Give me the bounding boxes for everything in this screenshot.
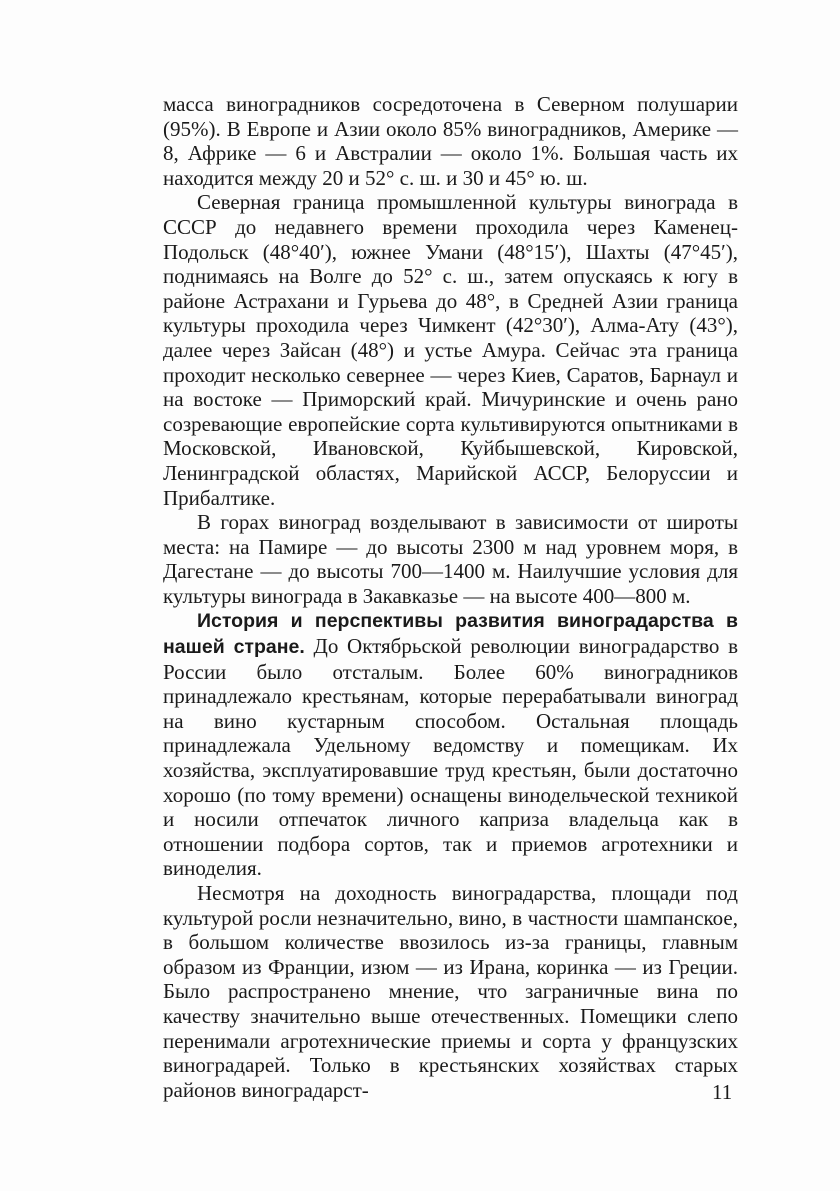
body-text <box>163 92 738 1102</box>
paragraph-4 <box>163 608 738 881</box>
paragraph-5: Несмотря на доходность виноградарства, площади под культурой росли незначительно, вино, в частности шампанское, в большом количестве ввозилось из-за границы, главным образом из Франции, изюм — из Ирана, коринка — из Греции. Было распространено мнение, что заграничные вина по качеству значительно выше отечественных. Помещики слепо перенимали агротехнические приемы и сорта у французских виноградарей. Только в крестьянских хозяйствах старых районов виноградарст- <box>163 881 738 1102</box>
paragraph-1: масса виноградников сосредоточена в Северном полушарии (95%). В Европе и Азии около 85% виноградников, Америке — 8, Африке — 6 и Австралии — около 1%. Большая часть их находится между 20 и 52° с. ш. и 30 и 45° ю. ш. <box>163 92 738 190</box>
paragraph-2: Северная граница промышленной культуры винограда в СССР до недавнего времени проходила через Каменец-Подольск (48°40′), южнее Умани (48°15′), Шахты (47°45′), поднимаясь на Волге до 52° с. ш., затем опускаясь к югу в районе Астрахани и Гурьева до 48°, в Средней Азии граница культуры проходила через Чимкент (42°30′), Алма-Ату (43°), далее через Зайсан (48°) и устье Амура. Сейчас эта граница проходит несколько севернее — через Киев, Саратов, Барнаул и на востоке — Приморский край. Мичуринские и очень рано созревающие европейские сорта культивируются опытниками в Московской, Ивановской, Куйбышевской, Кировской, Ленинградской областях, Марийской АССР, Белоруссии и Прибалтике. <box>163 190 738 510</box>
page-number: 11 <box>712 1080 733 1104</box>
paragraph-3: В горах виноград возделывают в зависимости от широты места: на Памире — до высоты 2300 м над уровнем моря, в Дагестане — до высоты 700—1400 м. Наилучшие условия для культуры винограда в Закавказье — на высоте 400—800 м. <box>163 510 738 608</box>
paragraph-4-text: До Октябрьской революции виноградарство в России было отсталым. Более 60% виноградников принадлежало крестьянам, которые перерабатывали виноград на вино кустарным способом. Остальная площадь принадлежала Удельному ведомству и помещикам. Их хозяйства, эксплуатировавшие труд крестьян, были достаточно хорошо (по тому времени) оснащены винодельческой техникой и носили отпечаток личного каприза владельца как в отношении подбора сортов, так и приемов агротехники и виноделия. <box>163 634 738 881</box>
section-heading: История и перспективы развития виноградарства в нашей стране. <box>163 610 738 659</box>
